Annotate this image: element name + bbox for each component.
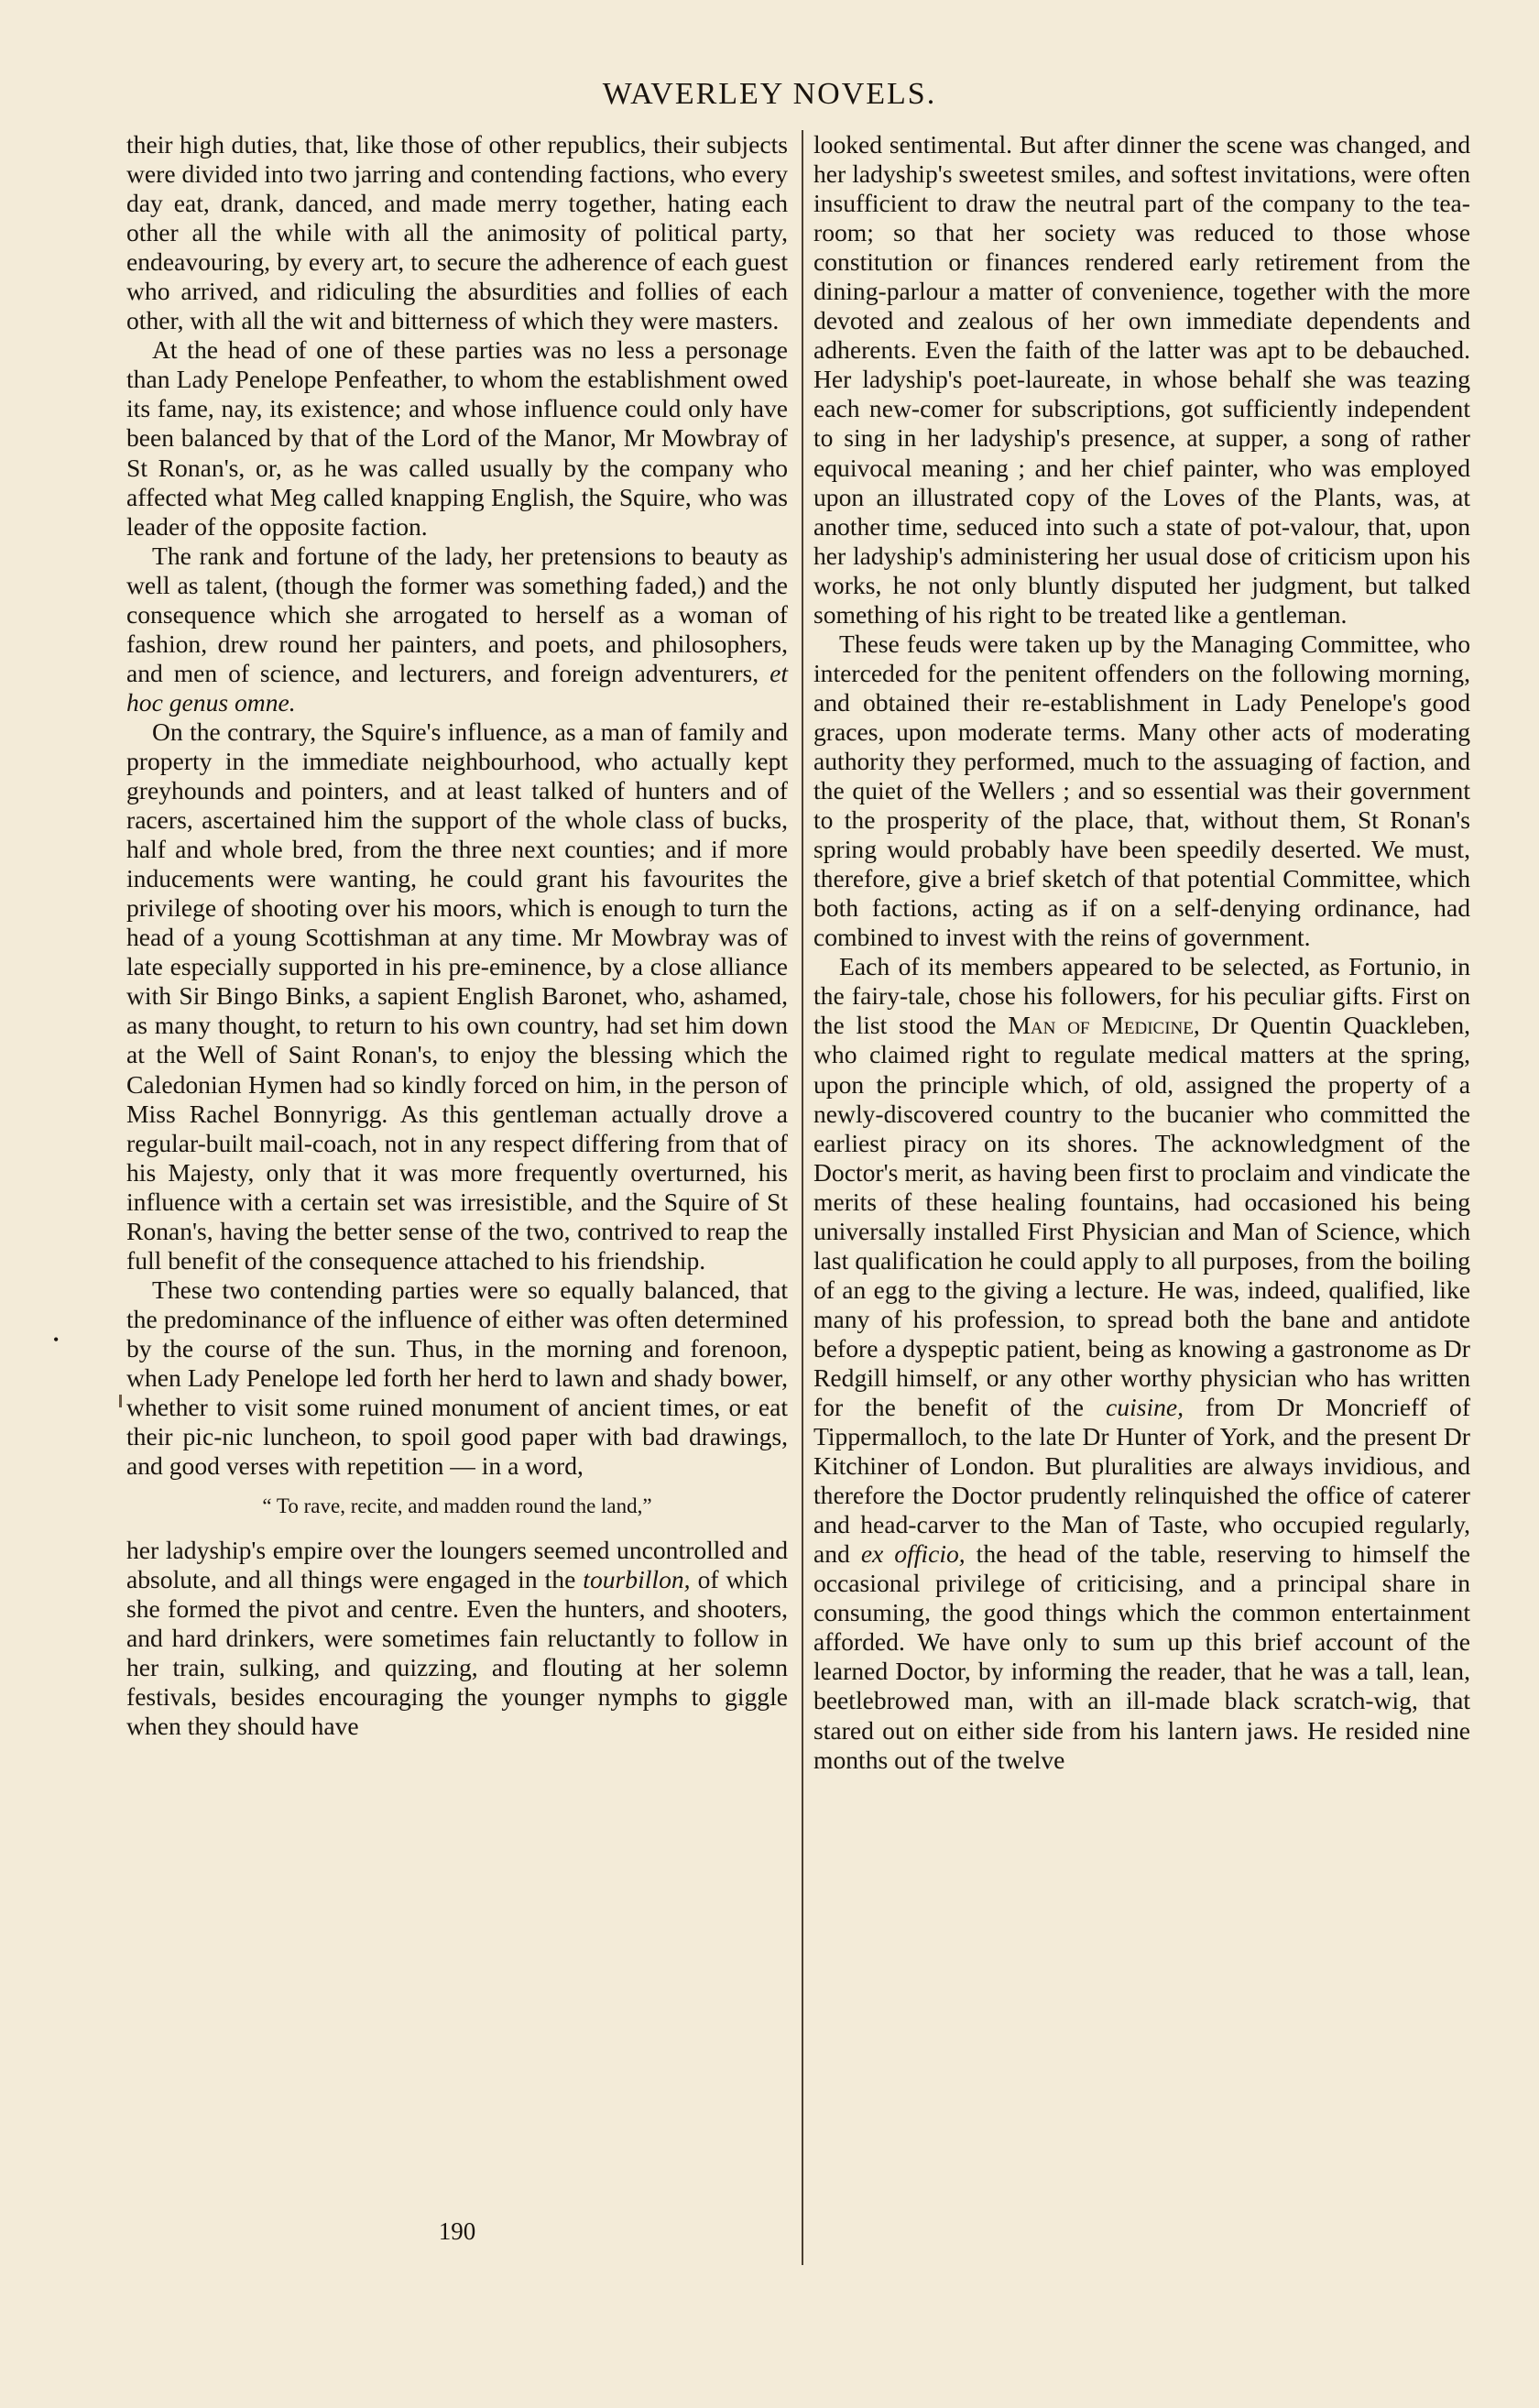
right-column [813, 130, 1470, 1775]
right-paragraph-2: These feuds were taken up by the Managing Committee, who interceded for the penitent offenders on the following morning, and obtained their re-establishment in Lady Penelope's good graces, upon moderate terms. Many other acts of moderating authority they performed, much to the assuaging of faction, and the quiet of the Wellers ; and so essential was their government to the prosperity of the place, that, without them, St Ronan's spring would probably have been speedily deserted. We must, therefore, give a brief sketch of that potential Committee, which both factions, acting as if on a self-denying ordinance, had combined to invest with the reins of government. [813, 629, 1470, 952]
latin-phrase: et hoc genus omne. [126, 658, 788, 717]
right-paragraph-3-text-d: the head of the table, reserving to himself the occasional privilege of criticising, and a principal share in consuming, the good things which the common entertainment afforded. We have only to sum up this brief account of the learned Doctor, by informing the reader, that he was a tall, lean, beetlebrowed man, with an ill-made black scratch-wig, that stared out on either side from his lantern jaws. He resided nine months out of the twelve [813, 1539, 1470, 1774]
right-paragraph-3-text-c: from Dr Moncrieff of Tippermalloch, to the late Dr Hunter of York, and the present Dr Kitchiner of London. But pluralities are always invidious, and therefore the Doctor prudently relinquished the office of caterer and head-carver to the Man of Taste, who occupied regularly, and [813, 1393, 1471, 1569]
left-paragraph-6-text-a: her ladyship's empire over the loungers seemed uncontrolled and absolute, and all things were engaged in the [126, 1536, 788, 1594]
italic-word-cuisine: cuisine, [1106, 1393, 1184, 1422]
left-paragraph-5: These two contending parties were so equally balanced, that the predominance of the influence of either was often determined by the course of the sun. Thus, in the morning and forenoon, when Lady Penelope led forth her herd to lawn and shady bower, whether to visit some ruined monument of ancient times, or eat their pic-nic luncheon, to spoil good paper with bad drawings, and good verses with repetition — in a word, [126, 1275, 788, 1481]
left-paragraph-6 [126, 1536, 788, 1741]
man-of-medicine-heading: Man of Medicine, [1008, 1011, 1200, 1040]
page-number: 190 [438, 2217, 476, 2245]
left-paragraph-1: their high duties, that, like those of other republics, their subjects were divided into two jarring and contending factions, who every day eat, drank, danced, and made merry together, hating each other all the while with all the animosity of political party, endeavouring, by every art, to secure the adherence of each guest who arrived, and ridiculing the absurdities and follies of each other, with all the wit and bitterness of which they were masters. [126, 130, 788, 335]
margin-mark: • [53, 1330, 60, 1349]
margin-tick [119, 1395, 122, 1407]
running-head: WAVERLEY NOVELS. [602, 77, 937, 111]
right-paragraph-3 [813, 952, 1470, 1774]
italic-word-tourbillon: tourbillon, [583, 1565, 691, 1594]
left-paragraph-3-text: The rank and fortune of the lady, her pretensions to beauty as well as talent, (though the former was something faded,) and the consequence which she arrogated to herself as a woman of fashion, drew round her painters, and poets, and philosophers, and men of science, and lecturers, and foreign adventurers, [126, 541, 788, 687]
column-rule [802, 130, 803, 2265]
verse-quotation: “ To rave, recite, and madden round the land,” [262, 1494, 652, 1518]
right-paragraph-3-text-a: Each of its members appeared to be selected, as Fortunio, in the fairy-tale, chose his followers, for his peculiar gifts. First on the list stood the [813, 952, 1470, 1040]
left-paragraph-2: At the head of one of these parties was no less a personage than Lady Penelope Penfeather, to whom the establishment owed its fame, nay, its existence; and whose influence could only have been balanced by that of the Lord of the Manor, Mr Mowbray of St Ronan's, or, as he was called usually by the company who affected what Meg called knapping English, the Squire, who was leader of the opposite faction. [126, 335, 788, 541]
left-paragraph-4: On the contrary, the Squire's influence, as a man of family and property in the immediate neighbourhood, who actually kept greyhounds and pointers, and at least talked of hunters and of racers, ascertained him the support of the whole class of bucks, half and whole bred, from the three next counties; and if more inducements were wanting, he could grant his favourites the privilege of shooting over his moors, which is enough to turn the head of a young Scottishman at any time. Mr Mowbray was of late especially supported in his pre-eminence, by a close alliance with Sir Bingo Binks, a sapient English Baronet, who, ashamed, as many thought, to return to his own country, had set him down at the Well of Saint Ronan's, to enjoy the blessing which the Caledonian Hymen had so kindly forced on him, in the person of Miss Rachel Bonnyrigg. As this gentleman actually drove a regular-built mail-coach, not in any respect differing from that of his Majesty, only that it was more frequently overturned, his influence with a certain set was irresistible, and the Squire of St Ronan's, having the better sense of the two, contrived to reap the full benefit of the consequence attached to his friendship. [126, 717, 788, 1275]
left-paragraph-3 [126, 542, 788, 717]
left-column [126, 130, 788, 1742]
right-paragraph-1: looked sentimental. But after dinner the scene was changed, and her ladyship's sweetest smiles, and softest invitations, were often insufficient to draw the neutral part of the company to the tea-room; so that her society was reduced to those whose constitution or finances rendered early retirement from the dining-parlour a matter of convenience, together with the more devoted and zealous of her own immediate dependents and adherents. Even the faith of the latter was apt to be debauched. Her ladyship's poet-laureate, in whose behalf she was teazing each new-comer for subscriptions, got sufficiently independent to sing in her ladyship's presence, at supper, a song of rather equivocal meaning ; and her chief painter, who was employed upon an illustrated copy of the Loves of the Plants, was, at another time, seduced into such a state of pot-valour, that, upon her ladyship's administering her usual dose of criticism upon his works, he not only bluntly disputed her judgment, but talked something of his right to be treated like a gentleman. [813, 130, 1470, 629]
left-paragraph-6-text-b: of which she formed the pivot and centre. Even the hunters, and shooters, and hard drinkers, were sometimes fain reluctantly to follow in her train, sulking, and quizzing, and flouting at her solemn festivals, besides encouraging the younger nymphs to giggle when they should have [126, 1565, 788, 1741]
right-paragraph-3-text-b: Dr Quentin Quackleben, who claimed right to regulate medical matters at the spring, upon the principle which, of old, assigned the property of a newly-discovered country to the bucanier who committed the earliest piracy on its shores. The acknowledgment of the Doctor's merit, as having been first to proclaim and vindicate the merits of these healing fountains, had occasioned his being universally installed First Physician and Man of Science, which last qualification he could apply to all purposes, from the boiling of an egg to the giving a lecture. He was, indeed, qualified, like many of his profession, to spread both the bane and antidote before a dyspeptic patient, being as knowing a gastronome as Dr Redgill himself, or any other worthy physician who has written for the benefit of the [813, 1011, 1471, 1422]
italic-phrase-ex-officio: ex officio, [860, 1539, 966, 1569]
